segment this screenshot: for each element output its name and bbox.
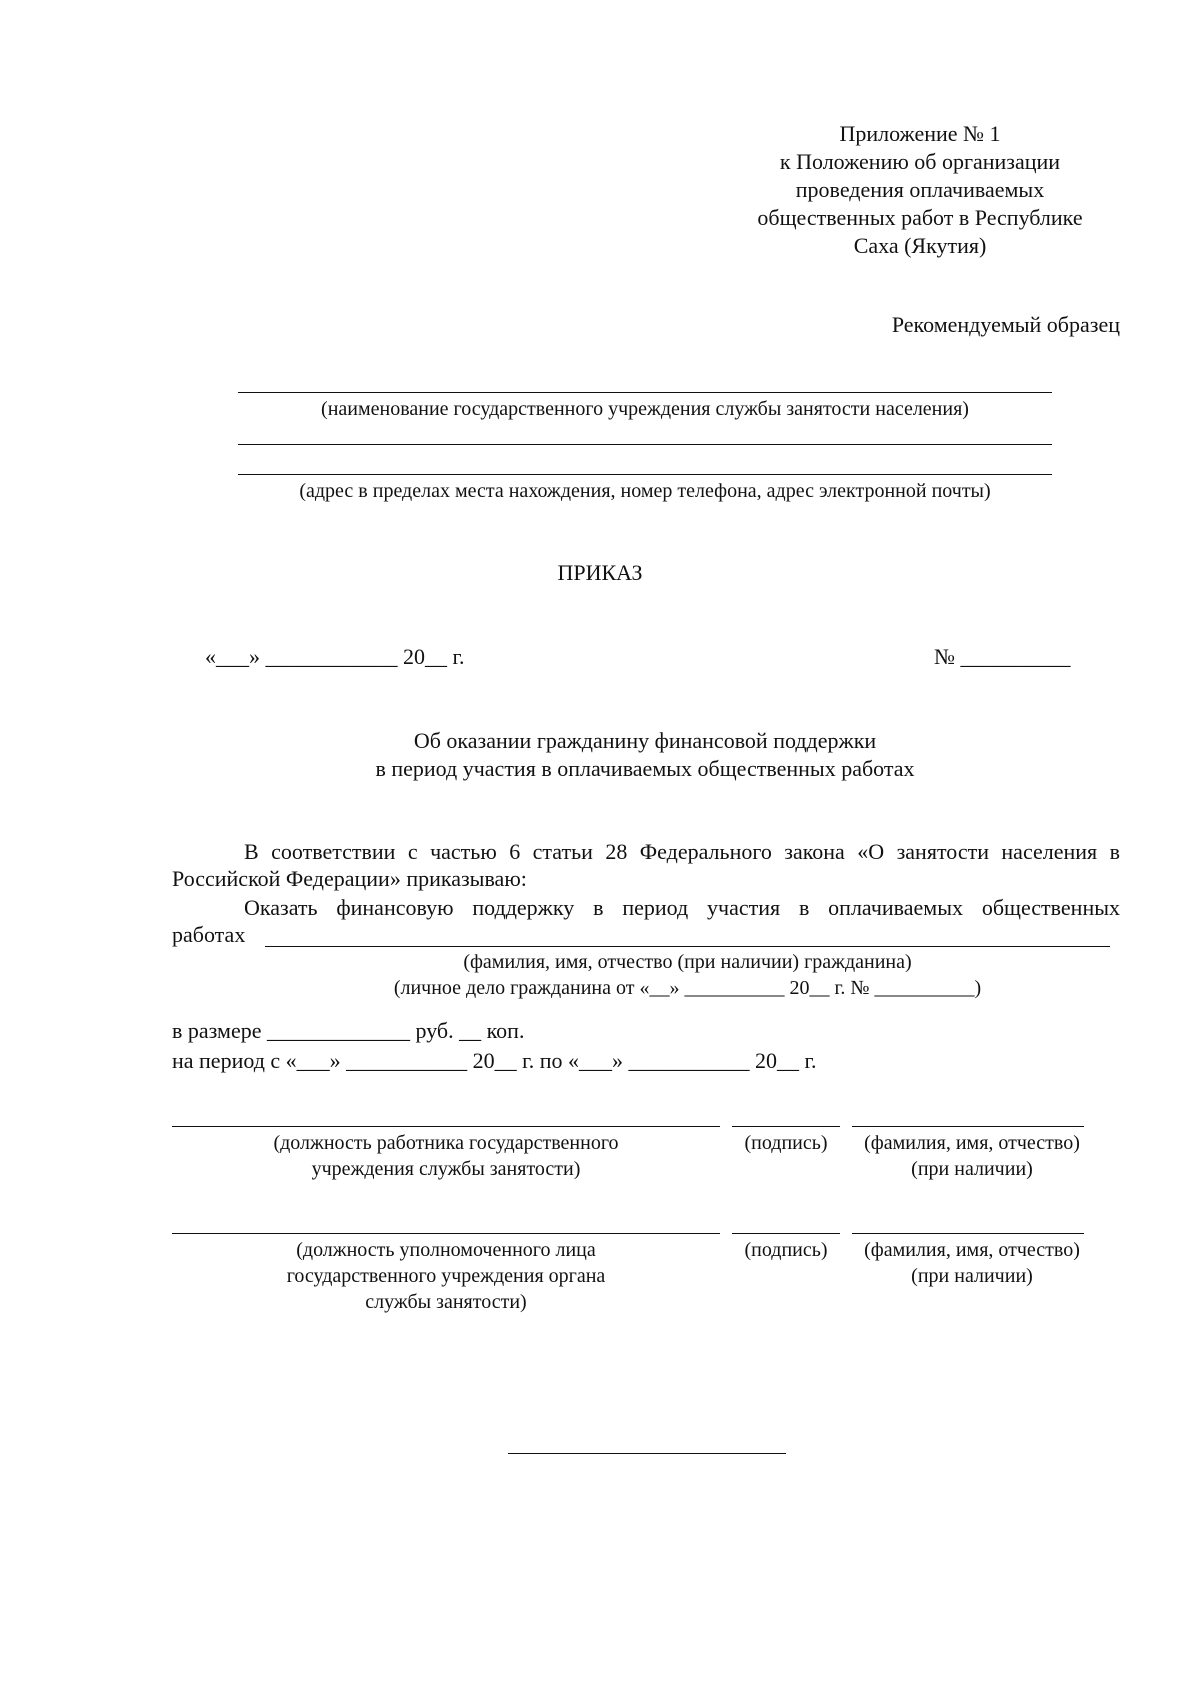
attachment-line: Саха (Якутия) <box>853 233 987 258</box>
attachment-line: общественных работ в Республике <box>757 205 1083 230</box>
name-caption: (при наличии) <box>911 1265 1033 1287</box>
position-line <box>172 1126 720 1127</box>
institution-name-line <box>238 392 1052 393</box>
position-caption: службы занятости) <box>365 1291 527 1313</box>
body-para2-prefix: работах <box>172 922 246 947</box>
position-caption: (должность работника государственного <box>273 1132 619 1154</box>
signature-line <box>732 1126 840 1127</box>
body-para2-line1: Оказать финансовую поддержку в период участия в оплачиваемых общественных <box>244 895 1120 920</box>
position-caption: (должность уполномоченного лица <box>296 1239 596 1261</box>
address-line <box>238 444 1052 445</box>
signature-caption: (подпись) <box>744 1132 828 1154</box>
body-para1-line1: В соответствии с частью 6 статьи 28 Федерального закона «О занятости населения в <box>244 839 1120 864</box>
citizen-caption: (фамилия, имя, отчество (при наличии) гражданина) <box>463 951 912 973</box>
amount-line: в размере _____________ руб. __ коп. <box>172 1018 525 1043</box>
order-date: «___» ____________ 20__ г. <box>205 644 465 669</box>
position-line <box>172 1233 720 1234</box>
page-title: ПРИКАЗ <box>557 560 643 585</box>
attachment-line: проведения оплачиваемых <box>795 177 1045 202</box>
personal-file-line: (личное дело гражданина от «__» __________ 20__ г. № __________) <box>393 977 982 999</box>
order-number: № __________ <box>934 644 1071 669</box>
institution-name-caption: (наименование государственного учреждения службы занятости населения) <box>321 398 969 420</box>
subject-line-2: в период участия в оплачиваемых общественных работах <box>375 756 915 781</box>
attachment-line: к Положению об организации <box>779 149 1061 174</box>
name-line <box>852 1233 1084 1234</box>
period-line: на период с «___» ___________ 20__ г. по «___» ___________ 20__ г. <box>172 1048 817 1073</box>
position-caption: государственного учреждения органа <box>286 1265 606 1287</box>
name-caption: (при наличии) <box>911 1158 1033 1180</box>
attachment-header <box>700 120 1140 260</box>
position-caption: учреждения службы занятости) <box>311 1158 581 1180</box>
name-caption: (фамилия, имя, отчество) <box>864 1132 1080 1154</box>
citizen-name-line <box>265 946 1110 947</box>
signature-line <box>732 1233 840 1234</box>
address-line <box>238 474 1052 475</box>
closing-divider <box>508 1453 786 1454</box>
subject-line-1: Об оказании гражданину финансовой поддержки <box>413 728 877 753</box>
name-caption: (фамилия, имя, отчество) <box>864 1239 1080 1261</box>
name-line <box>852 1126 1084 1127</box>
address-caption: (адрес в пределах места нахождения, номер телефона, адрес электронной почты) <box>299 480 991 502</box>
signature-caption: (подпись) <box>744 1239 828 1261</box>
attachment-line: Приложение № 1 <box>839 121 1001 146</box>
sample-label: Рекомендуемый образец <box>891 312 1120 337</box>
body-para1-line2: Российской Федерации» приказываю: <box>172 866 527 891</box>
